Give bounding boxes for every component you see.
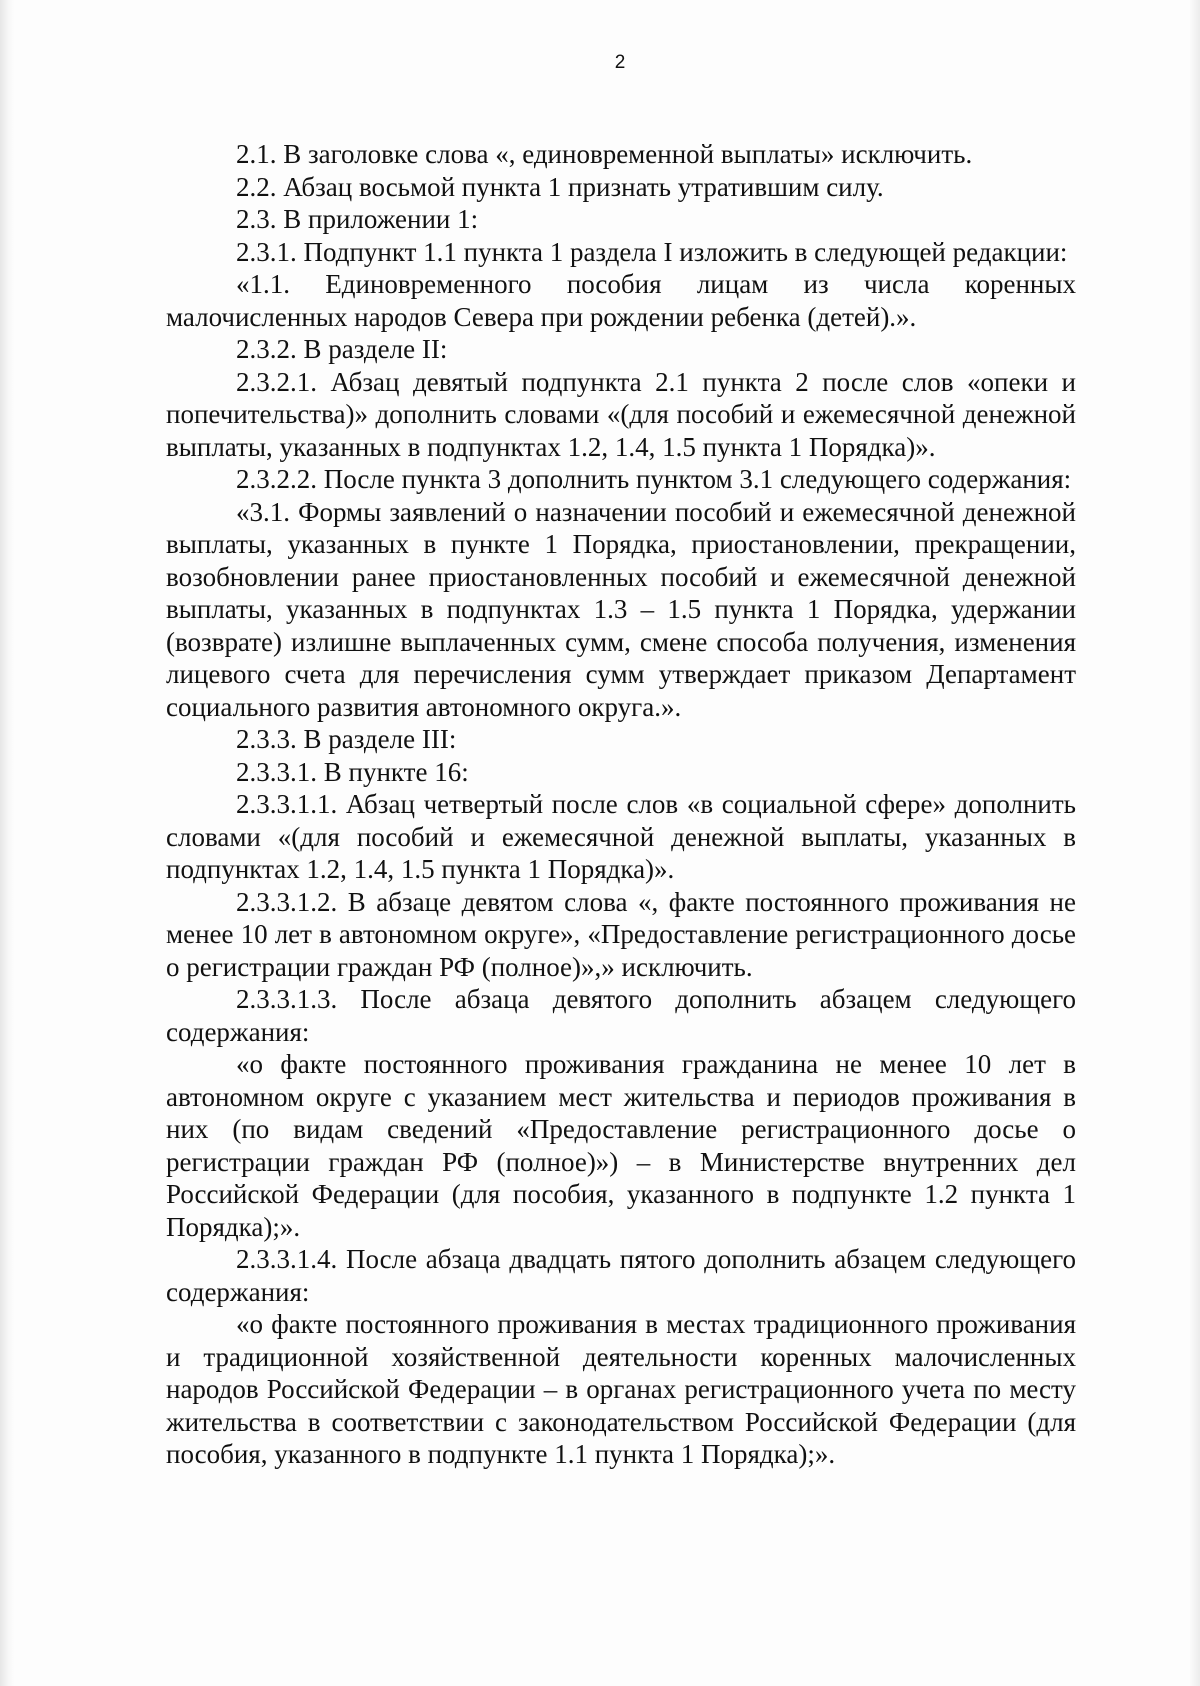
- paragraph-2-1: 2.1. В заголовке слова «, единовременной выплаты» исключить.: [236, 139, 973, 169]
- paragraph-quote-3-1: «3.1. Формы заявлений о назначении пособий и ежемесячной денежной выплаты, указанных в пункте 1 Порядка, приостановлении, прекращении, возобновлении ранее приостановленных пособий и ежемесячной денежной выплаты, указанных в подпунктах 1.3 – 1.5 пункта 1 Порядка, удержании (возврате) излишне выплаченных сумм, смене способа получения, изменения лицевого счета для перечисления сумм утверждает приказом Департамент социального развития автономного округа.».: [166, 496, 1076, 722]
- paragraph-2-3-3: 2.3.3. В разделе III:: [236, 724, 457, 754]
- document-body: [166, 138, 1076, 1471]
- paragraph-2-3-2: 2.3.2. В разделе II:: [236, 334, 448, 364]
- paragraph-2-3-2-2: 2.3.2.2. После пункта 3 дополнить пунктом 3.1 следующего содержания:: [236, 464, 1072, 494]
- paragraph-2-3-3-1-4: 2.3.3.1.4. После абзаца двадцать пятого дополнить абзацем следующего содержания:: [166, 1244, 1076, 1307]
- page-number: 2: [614, 52, 626, 73]
- paragraph-quote-1-1: «1.1. Единовременного пособия лицам из числа коренных малочисленных народов Севера при рождении ребенка (детей).».: [166, 269, 1076, 332]
- paragraph-2-2: 2.2. Абзац восьмой пункта 1 признать утратившим силу.: [236, 171, 884, 202]
- paragraph-quote-traditional-residence: «о факте постоянного проживания в местах традиционного проживания и традиционной хозяйственной деятельности коренных малочисленных народов Российской Федерации – в органах регистрационного учета по месту жительства в соответствии с законодательством Российской Федерации (для пособия, указанного в подпункте 1.1 пункта 1 Порядка);».: [166, 1309, 1076, 1469]
- paragraph-2-3-3-1-2: 2.3.3.1.2. В абзаце девятом слова «, факте постоянного проживания не менее 10 лет в автономном округе», «Предоставление регистрационного досье о регистрации граждан РФ (полное)»,» исключить.: [166, 886, 1076, 982]
- paragraph-2-3-3-1-3: 2.3.3.1.3. После абзаца девятого дополнить абзацем следующего содержания:: [166, 984, 1076, 1047]
- scan-edge-left: [0, 0, 14, 1686]
- paragraph-2-3: 2.3. В приложении 1:: [236, 204, 479, 234]
- paragraph-quote-residence-10-years: «о факте постоянного проживания гражданина не менее 10 лет в автономном округе с указанием мест жительства и периодов проживания в них (по видам сведений «Предоставление регистрационного досье о регистрации граждан РФ (полное)») – в Министерстве внутренних дел Российской Федерации (для пособия, указанного в подпункте 1.2 пункта 1 Порядка);».: [166, 1049, 1076, 1242]
- paragraph-2-3-3-1-1: 2.3.3.1.1. Абзац четвертый после слов «в социальной сфере» дополнить словами «(для пособий и ежемесячной денежной выплаты, указанных в подпунктах 1.2, 1.4, 1.5 пункта 1 Порядка)».: [166, 789, 1076, 884]
- paragraph-2-3-2-1: 2.3.2.1. Абзац девятый подпункта 2.1 пункта 2 после слов «опеки и попечительства)» дополнить словами «(для пособий и ежемесячной денежной выплаты, указанных в подпунктах 1.2, 1.4, 1.5 пункта 1 Порядка)».: [166, 366, 1076, 462]
- paragraph-2-3-3-1: 2.3.3.1. В пункте 16:: [236, 756, 469, 787]
- paragraph-2-3-1: 2.3.1. Подпункт 1.1 пункта 1 раздела I изложить в следующей редакции:: [236, 236, 1068, 267]
- scan-edge-right: [1190, 0, 1200, 1686]
